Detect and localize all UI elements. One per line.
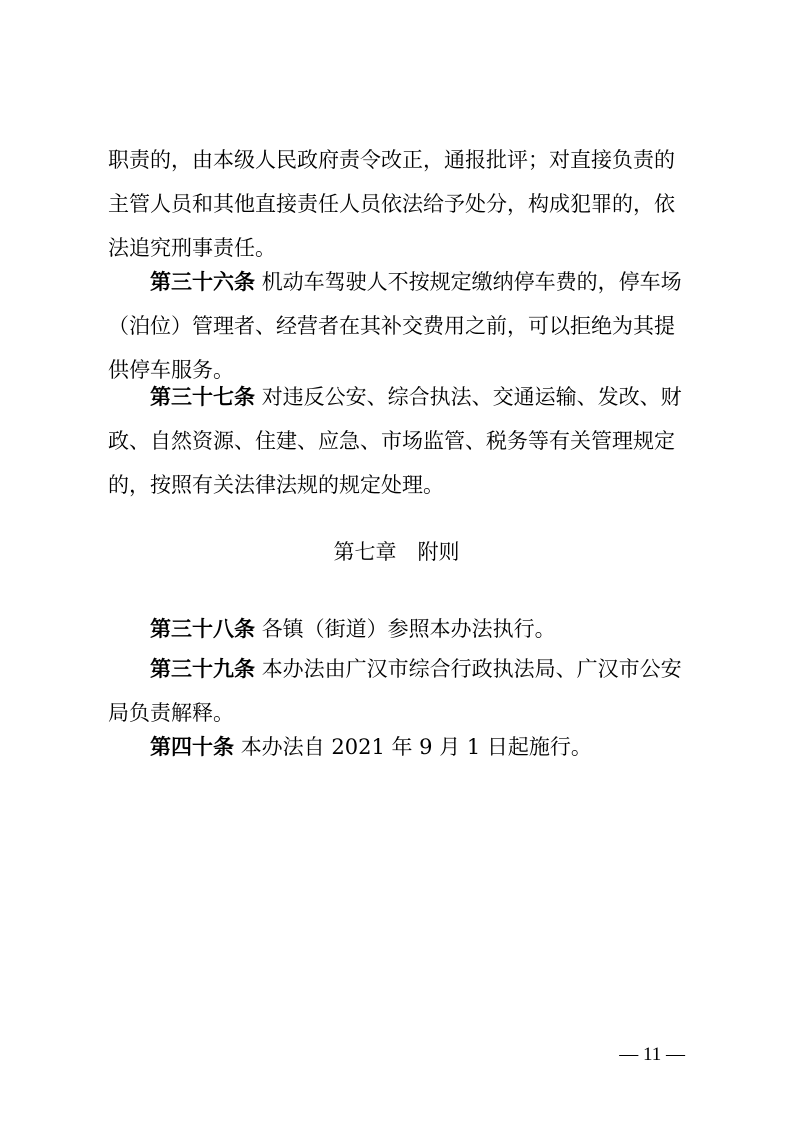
text-line: 的，按照有关法律法规的规定处理。 <box>108 473 444 497</box>
text-line: 局负责解释。 <box>108 701 234 725</box>
article-number: 第三十九条 <box>150 657 255 681</box>
article-text: 本办法自 2021 年 9 月 1 日起施行。 <box>240 735 592 759</box>
text-line <box>108 375 686 419</box>
text-line <box>108 647 686 691</box>
text-line: 主管人员和其他直接责任人员依法给予处分，构成犯罪的，依 <box>108 192 675 216</box>
text-line <box>108 260 686 304</box>
paragraph-continuation <box>108 138 686 270</box>
article-36 <box>108 260 686 392</box>
article-40 <box>108 725 686 769</box>
article-38 <box>108 607 686 651</box>
text-line: （泊位）管理者、经营者在其补交费用之前，可以拒绝为其提 <box>108 314 675 338</box>
text-line <box>108 607 686 651</box>
article-37 <box>108 375 686 507</box>
article-text: 各镇（街道）参照本办法执行。 <box>261 617 556 641</box>
text-line: 职责的，由本级人民政府责令改正，通报批评；对直接负责的 <box>108 148 675 172</box>
article-text: 对违反公安、综合执法、交通运输、发改、财 <box>261 385 682 409</box>
text-line <box>108 725 686 769</box>
text-line: 供停车服务。 <box>108 358 234 382</box>
article-number: 第四十条 <box>150 735 234 759</box>
article-text: 本办法由广汉市综合行政执法局、广汉市公安 <box>261 657 682 681</box>
text-line: 法追究刑事责任。 <box>108 236 276 260</box>
chapter-heading: 第七章 附则 <box>333 540 460 564</box>
article-text: 机动车驾驶人不按规定缴纳停车费的，停车场 <box>261 270 682 294</box>
article-number: 第三十六条 <box>150 270 255 294</box>
page-number: — 11 — <box>619 1044 685 1065</box>
article-39 <box>108 647 686 735</box>
article-number: 第三十七条 <box>150 385 255 409</box>
text-line: 政、自然资源、住建、应急、市场监管、税务等有关管理规定 <box>108 429 675 453</box>
article-number: 第三十八条 <box>150 617 255 641</box>
